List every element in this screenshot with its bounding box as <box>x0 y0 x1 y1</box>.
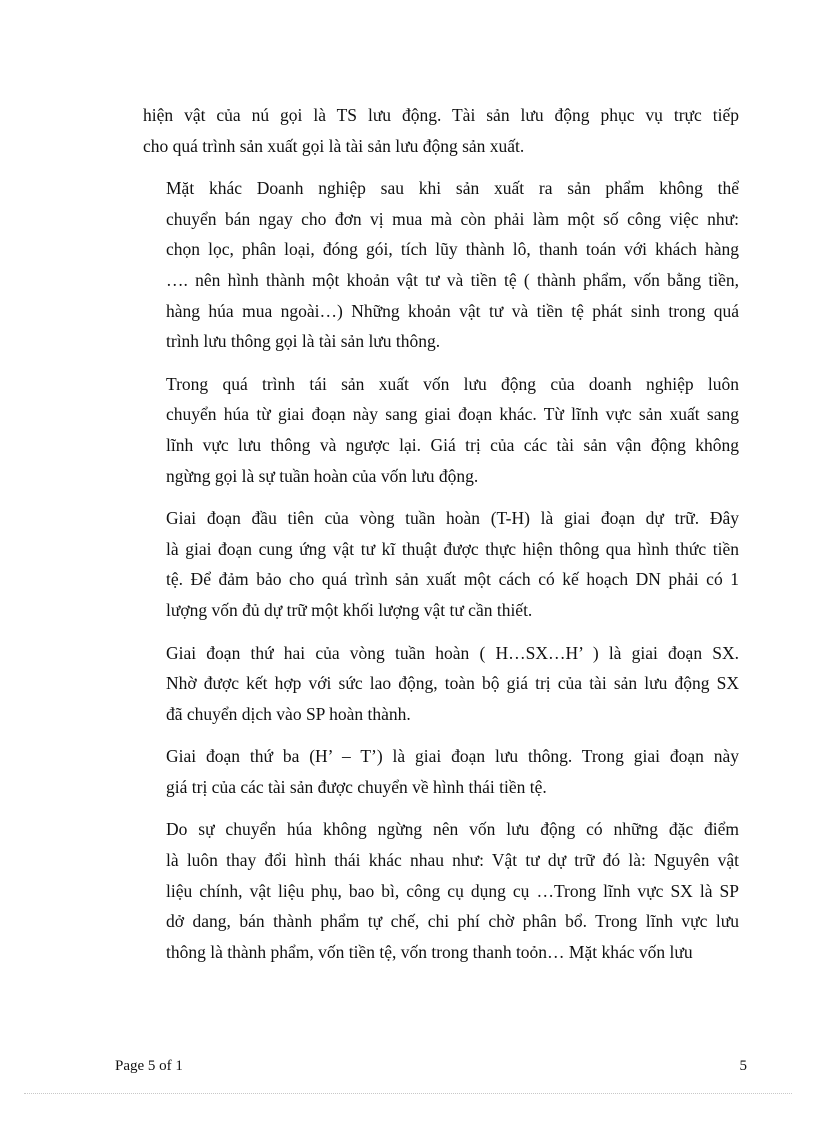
page-break-divider <box>24 1093 792 1094</box>
text-line: Mặt khác Doanh nghiệp sau khi sản xuất ra sản phẩm không thể <box>166 178 739 199</box>
page-number: 5 <box>739 1058 747 1074</box>
text-line: chọn lọc, phân loại, đóng gói, tích lũy thành lô, thanh toán với khách hàng <box>166 239 739 260</box>
text-line: trình lưu thông gọi là tài sản lưu thông. <box>166 331 441 352</box>
paragraph <box>143 814 739 967</box>
paragraph <box>143 741 739 802</box>
text-line: Giai đoạn thứ hai của vòng tuần hoàn ( H…SX…H’ ) là giai đoạn SX. <box>166 642 739 663</box>
text-line: lượng vốn đủ dự trữ một khối lượng vật tư cần thiết. <box>166 599 533 620</box>
text-line: ngừng gọi là sự tuần hoàn của vốn lưu động. <box>166 465 479 486</box>
paragraph <box>143 100 739 161</box>
text-line: Nhờ được kết hợp với sức lao động, toàn bộ giá trị của tài sản lưu động SX <box>166 673 739 694</box>
text-line: chuyển bán ngay cho đơn vị mua mà còn phải làm một số công việc như: <box>166 208 739 229</box>
document-body <box>143 100 739 979</box>
text-line: …. nên hình thành một khoản vật tư và tiền tệ ( thành phẩm, vốn bằng tiền, <box>166 269 739 290</box>
page-footer <box>115 1056 747 1076</box>
text-line: Do sự chuyển húa không ngừng nên vốn lưu động có những đặc điểm <box>166 819 739 840</box>
paragraph <box>143 503 739 625</box>
text-line: Giai đoạn đầu tiên của vòng tuần hoàn (T-H) là giai đoạn dự trữ. Đây <box>166 508 739 529</box>
text-line: Giai đoạn thứ ba (H’ – T’) là giai đoạn lưu thông. Trong giai đoạn này <box>166 746 739 767</box>
text-line: giá trị của các tài sản được chuyển về hình thái tiền tệ. <box>166 776 547 797</box>
text-line: thông là thành phẩm, vốn tiền tệ, vốn trong thanh toỏn… Mặt khác vốn lưu <box>166 941 693 962</box>
text-line: là giai đoạn cung ứng vật tư kĩ thuật được thực hiện thông qua hình thức tiền <box>166 538 739 559</box>
text-line: là luôn thay đổi hình thái khác nhau như: Vật tư dự trữ đó là: Nguyên vật <box>166 850 739 871</box>
text-line: chuyển húa từ giai đoạn này sang giai đoạn khác. Từ lĩnh vực sản xuất sang <box>166 404 739 425</box>
text-line: hiện vật của nú gọi là TS lưu động. Tài sản lưu động phục vụ trực tiếp <box>143 105 739 125</box>
paragraph <box>143 173 739 357</box>
paragraph <box>143 369 739 491</box>
text-line: tệ. Để đảm bảo cho quá trình sản xuất một cách có kế hoạch DN phải có 1 <box>166 569 739 590</box>
page-count-label: Page 5 of 1 <box>115 1058 183 1074</box>
text-line: đã chuyển dịch vào SP hoàn thành. <box>166 703 411 724</box>
text-line: lĩnh vực lưu thông và ngược lại. Giá trị của các tài sản vận động không <box>166 434 739 455</box>
text-line: liệu chính, vật liệu phụ, bao bì, công cụ dụng cụ …Trong lĩnh vực SX là SP <box>166 880 739 901</box>
paragraph <box>143 638 739 730</box>
text-line: Trong quá trình tái sản xuất vốn lưu động của doanh nghiệp luôn <box>166 373 739 394</box>
text-line: cho quá trình sản xuất gọi là tài sản lưu động sản xuất. <box>143 135 525 156</box>
text-line: dở dang, bán thành phẩm tự chế, chi phí chờ phân bổ. Trong lĩnh vực lưu <box>166 911 739 932</box>
text-line: hàng húa mua ngoài…) Những khoản vật tư và tiền tệ phát sinh trong quá <box>166 300 739 321</box>
